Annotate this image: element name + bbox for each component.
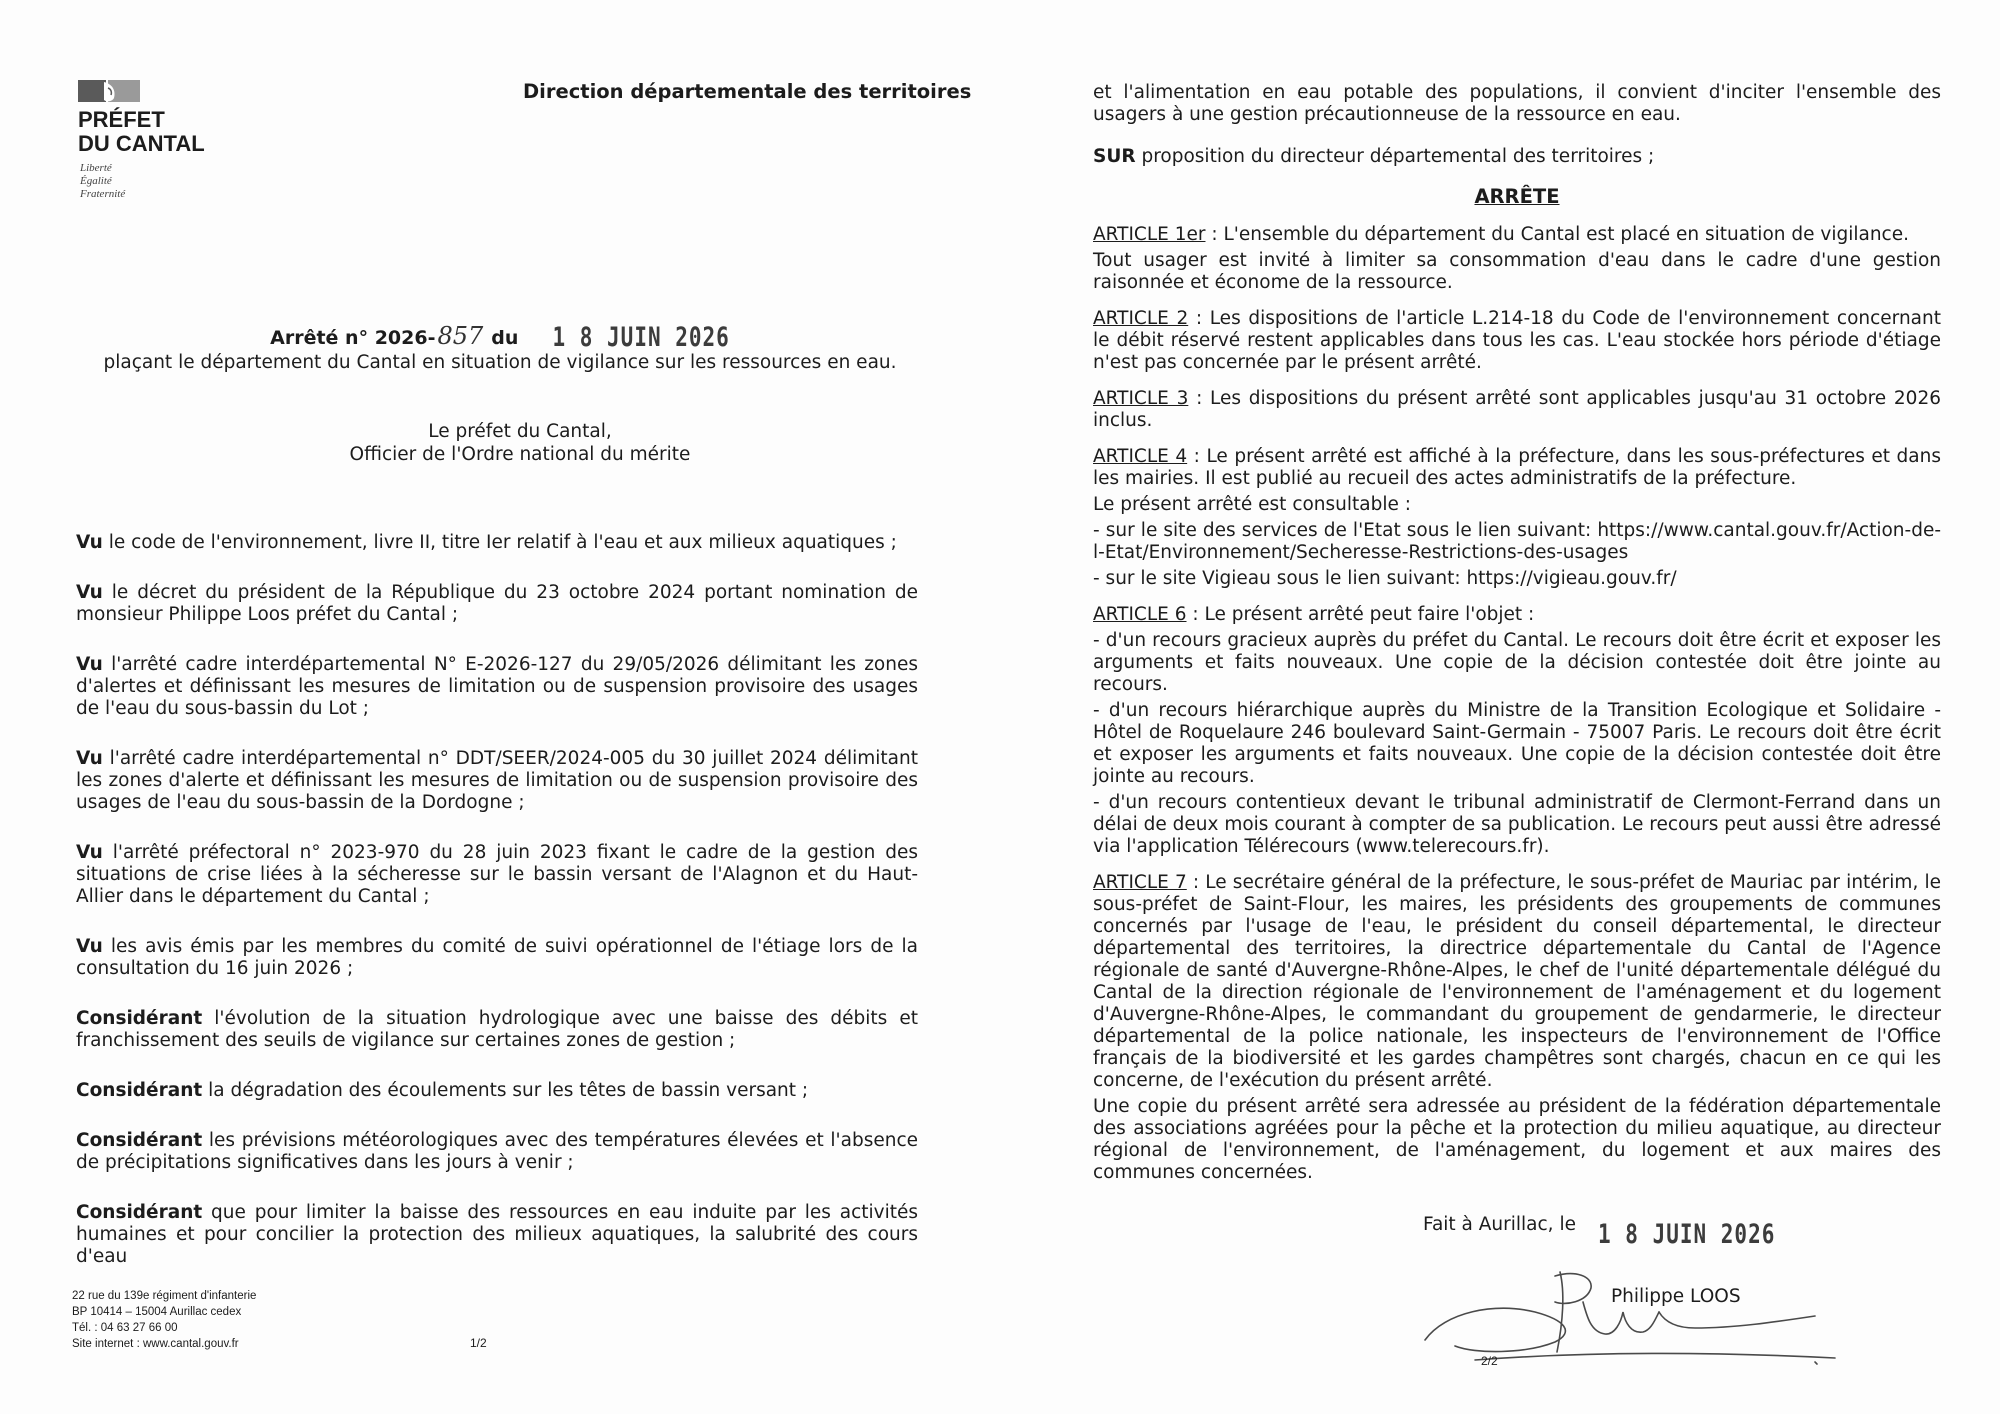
considerant-item: Considérant la dégradation des écoulements sur les têtes de bassin versant ; [76,1080,809,1101]
visa-item: Vu l'arrêté cadre interdépartemental n° DDT/SEER/2024-005 du 30 juillet 2024 délimitant les zones d'alerte et définissant les mesures de limitation ou de suspension provisoire des usages de l'eau du sous-bassin de la Dordogne ; [76,748,918,813]
prefet-authority [200,420,840,466]
considerant-item: Considérant les prévisions météorologiques avec des températures élevées et l'absence de précipitations significatives dans les jours à venir ; [76,1130,918,1173]
arrete-prefix: Arrêté n° 2026- [270,327,436,349]
footer-address2: BP 10414 – 15004 Aurillac cedex [72,1306,242,1318]
article-paragraph: Le présent arrêté est consultable : [1093,494,1412,515]
page-2 [1000,0,2000,1414]
proposition-line: SUR proposition du directeur départemental des territoires ; [1093,146,1655,167]
arrete-du: du [491,327,519,349]
visa-item: Vu les avis émis par les membres du comité de suivi opérationnel de l'étiage lors de la consultation du 16 juin 2026 ; [76,936,918,979]
article-paragraph: - sur le site des services de l'Etat sous le lien suivant: https://www.cantal.gouv.fr/Action-de-l-Etat/Environnement/Secheresse-Restrictions-des-usages [1093,520,1941,563]
arrete-subtitle: plaçant le département du Cantal en situation de vigilance sur les ressources en eau. [103,352,897,373]
article-label: ARTICLE 6 [1093,604,1187,625]
page-number: 1/2 [470,1336,487,1350]
considerant-item: Considérant que pour limiter la baisse des ressources en eau induite par les activités humaines et pour concilier la protection des milieux aquatiques, la salubrité des cours d'eau [76,1202,918,1267]
date-stamp: 1 8 JUIN 2026 [552,322,730,352]
arrete-number-handwritten: 857 [437,322,484,350]
article-label: ARTICLE 7 [1093,872,1187,893]
page-number-2: 2/2 [1481,1354,1498,1368]
issuing-directorate: Direction départementale des territoires [523,80,972,103]
article-4: ARTICLE 4 : Le présent arrêté est affiché à la préfecture, dans les sous-préfectures et dans les mairies. Il est publié au recueil des actes administratifs de la préfecture. [1093,446,1941,489]
article-paragraph: Une copie du présent arrêté sera adressée au président de la fédération départementale des associations agréées pour la pêche et la protection du milieu aquatique, au directeur régional de l'environnement, de l'aménagement, du logement et aux maires des communes concernées. [1093,1096,1941,1183]
article-label: ARTICLE 4 [1093,446,1188,467]
article-1: ARTICLE 1er : L'ensemble du département du Cantal est placé en situation de vigilance. [1093,224,1909,245]
visa-item: Vu le décret du président de la République du 23 octobre 2024 portant nomination de monsieur Philippe Loos préfet du Cantal ; [76,582,918,625]
footer-phone: Tél. : 04 63 27 66 00 [72,1322,178,1334]
article-paragraph: - d'un recours hiérarchique auprès du Ministre de la Transition Ecologique et Solidaire - Hôtel de Roquelaure 246 boulevard Saint-Germain - 75007 Paris. Le recours doit être écrit et exposer les arguments et faits nouveaux. Une copie de la décision contestée doit être jointe au recours. [1093,700,1941,787]
article-2: ARTICLE 2 : Les dispositions de l'article L.214-18 du Code de l'environnement concernant le débit réservé restent applicables dans tous les cas. L'eau stockée hors période d'étiage n'est pas concernée par le présent arrêté. [1093,308,1941,373]
continuation-paragraph: et l'alimentation en eau potable des populations, il convient d'inciter l'ensemble des usagers à une gestion précautionneuse de la ressource en eau. [1093,82,1941,125]
article-paragraph: Tout usager est invité à limiter sa consommation d'eau dans le cadre d'une gestion raisonnée et économe de la ressource. [1093,250,1941,293]
authority-line1: Le préfet du Cantal, [428,421,612,442]
footer-contact [72,1288,256,1352]
arrete-number-line [100,322,900,350]
article-3: ARTICLE 3 : Les dispositions du présent arrêté sont applicables jusqu'au 31 octobre 2026 inclus. [1093,388,1941,431]
article-paragraph: - sur le site Vigieau sous le lien suivant: https://vigieau.gouv.fr/ [1093,568,1677,589]
signature-date-stamp-wrap [1598,1219,1776,1249]
page2-body [1093,82,1941,1184]
signature-date-stamp: 1 8 JUIN 2026 [1598,1219,1776,1249]
motto-fraternite: Fraternité [80,188,126,200]
marianne-logo-icon [78,78,142,104]
motto-liberte: Liberté [80,162,112,174]
republic-motto [80,162,125,201]
article-6: ARTICLE 6 : Le présent arrêté peut faire l'objet : [1093,604,1535,625]
arrete-heading: ARRÊTE [1474,185,1560,208]
signatory-name: Philippe LOOS [1611,1286,1741,1307]
visa-item: Vu l'arrêté cadre interdépartemental N° E-2026-127 du 29/05/2026 délimitant les zones d'alertes et définissant les mesures de limitation ou de suspension provisoire des usages de l'eau du sous-bassin du Lot ; [76,654,918,719]
footer-address1: 22 rue du 139e régiment d'infanterie [72,1290,257,1302]
article-paragraph: - d'un recours contentieux devant le tribunal administratif de Clermont-Ferrand dans un délai de deux mois courant à compter de sa publication. Le recours peut aussi être adressé via l'application Télérecours (www.telerecours.fr). [1093,792,1941,857]
visas-list [76,532,918,1268]
prefet-title-line2: DU CANTAL [78,131,205,156]
prefet-title [78,108,205,156]
article-paragraph: - d'un recours gracieux auprès du préfet du Cantal. Le recours doit être écrit et exposer les arguments et faits nouveaux. Une copie de la décision contestée doit être jointe au recours. [1093,630,1941,695]
prefet-title-line1: PRÉFET [78,107,165,132]
considerant-item: Considérant l'évolution de la situation hydrologique avec une baisse des débits et franchissement des seuils de vigilance sur certaines zones de gestion ; [76,1008,918,1051]
authority-line2: Officier de l'Ordre national du mérite [349,444,691,465]
article-label: ARTICLE 3 [1093,388,1189,409]
fait-a-line: Fait à Aurillac, le [1423,1214,1576,1235]
article-label: ARTICLE 2 [1093,308,1189,329]
article-7: ARTICLE 7 : Le secrétaire général de la préfecture, le sous-préfet de Mauriac par intérim, le sous-préfet de Saint-Flour, les maires, les présidents des groupements de communes concernés par l'usage de l'eau, le président du conseil départemental, le directeur départemental des territoires, la directrice départementale du Cantal de l'Agence régionale de santé d'Auvergne-Rhône-Alpes, le chef de l'unité départementale délégué du Cantal de la direction régionale de l'environnement de l'aménagement et du logement d'Auvergne-Rhône-Alpes, le commandant du groupement de gendarmerie, le directeur départemental de la police nationale, les inspecteurs de l'environnement de l'Office français de la biodiversité et les gardes champêtres sont chargés, chacun en ce qui les concerne, de l'exécution du présent arrêté. [1093,872,1941,1091]
visa-item: Vu l'arrêté préfectoral n° 2023-970 du 28 juin 2023 fixant le cadre de la gestion des situations de crise liées à la sécheresse sur le bassin versant de l'Alagnon et du Haut-Allier dans le département du Cantal ; [76,842,918,907]
visa-item: Vu le code de l'environnement, livre II, titre Ier relatif à l'eau et aux milieux aquatiques ; [76,532,897,553]
article-label: ARTICLE 1er [1093,224,1206,245]
footer-website: Site internet : www.cantal.gouv.fr [72,1338,239,1350]
motto-egalite: Égalité [80,175,112,187]
